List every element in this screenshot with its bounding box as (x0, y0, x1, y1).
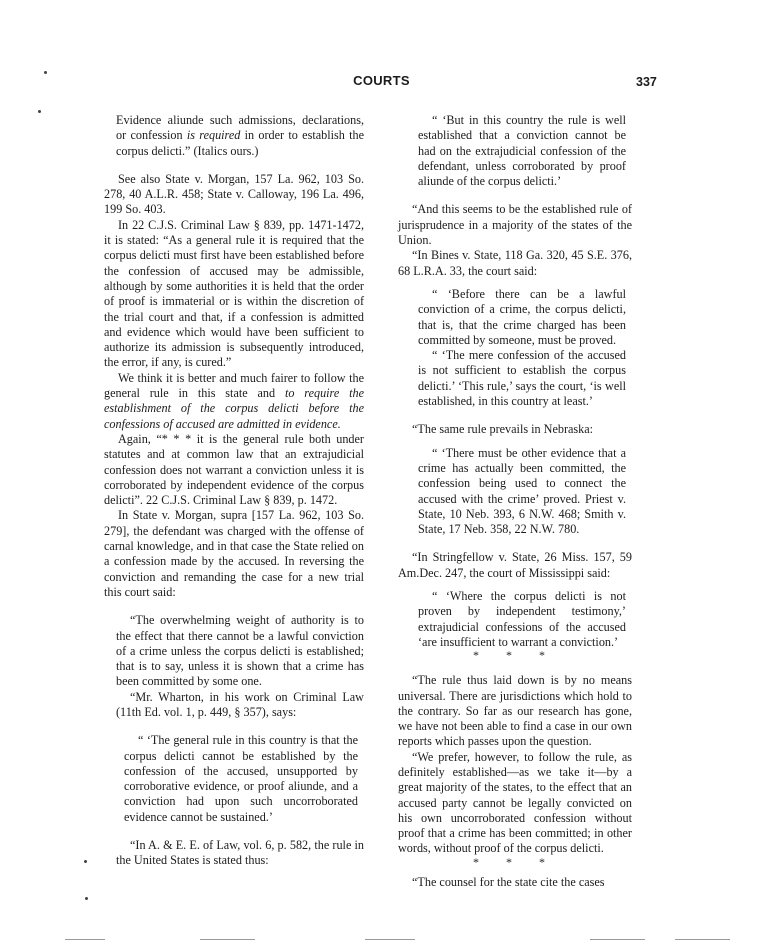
scan-speck (84, 860, 87, 863)
nested-quote: “ ‘The mere confession of the accused is not sufficient to establish the corpus delicti.’ ‘This rule,’ says the court, ‘is well established, in this country at least.’ (418, 348, 626, 409)
scan-edge-line (675, 939, 730, 940)
block-quote: “The counsel for the state cite the cases (412, 874, 605, 889)
block-quote: “The rule thus laid down is by no means universal. There are jurisdictions which hold to the contrary. So far as our research has gone, we have not been able to find a case in our own reports which passes upon the question. (398, 673, 632, 749)
scan-speck (38, 110, 41, 113)
scan-edge-line (65, 939, 105, 940)
nested-quote: “ ‘There must be other evidence that a crime has actually been committed, the confession being used to connect the accused with the crime’ proved. Priest v. State, 10 Neb. 393, 6 N.W. 468; Smith v. State, 17 Neb. 358, 22 N.W. 780. (418, 445, 626, 537)
scan-edge-line (590, 939, 645, 940)
running-header-title: COURTS (353, 73, 410, 88)
general-rule-paragraph: Again, “* * * it is the general rule both under statutes and at common law that an extrajudicial confession does not warrant a conviction unless it is corroborated by independent evidence of the corpus delicti”. 22 C.J.S. Criminal Law § 839, p. 1472. (104, 431, 364, 508)
block-quote: “The overwhelming weight of authority is to the effect that there cannot be a lawful conviction of a crime unless the corpus delicti is established; that is to say, unless it is shown that a crime has been committed by some one. (116, 613, 364, 689)
nested-quote: “ ‘But in this country the rule is well established that a conviction cannot be had on the extrajudicial confession of the defendant, unless corroborated by proof aliunde of the corpus delicti.’ (418, 113, 626, 189)
nested-quote: “ ‘The general rule in this country is that the corpus delicti cannot be established by the confession of the accused, unsupported by corroborative evidence, or proof aliunde, and a conviction had upon such uncorroborated evidence cannot be sustained.’ (124, 733, 358, 824)
citation-paragraph: See also State v. Morgan, 157 La. 962, 103 So. 278, 40 A.L.R. 458; State v. Calloway, 196 La. 496, 199 So. 403. (104, 171, 364, 217)
page-number: 337 (636, 75, 657, 89)
quote-continuation: Evidence aliunde such admissions, declarations, or confession is required in order to establish the corpus delicti.” (Italics ours.) (116, 113, 364, 158)
nested-quote: “ ‘Where the corpus delicti is not proven by independent testimony,’ extrajudicial confessions of the accused ‘are insufficient to warrant a conviction.’ (418, 589, 626, 649)
ellipsis-stars: * * * (473, 648, 557, 663)
scan-speck (85, 897, 88, 900)
scan-edge-line (200, 939, 255, 940)
block-quote: “In Stringfellow v. State, 26 Miss. 157, 59 Am.Dec. 247, the court of Mississippi said: (398, 550, 632, 580)
block-quote: “Mr. Wharton, in his work on Criminal Law (11th Ed. vol. 1, p. 449, § 357), says: (116, 689, 364, 719)
block-quote: “The same rule prevails in Nebraska: (412, 422, 594, 437)
block-quote: “And this seems to be the established rule of jurisprudence in a majority of the states of the Union. (398, 202, 632, 248)
scan-edge-line (365, 939, 415, 940)
left-column (104, 113, 364, 869)
morgan-paragraph: In State v. Morgan, supra [157 La. 962, 103 So. 279], the defendant was charged with the offense of carnal knowledge, and in that case the State relied on a confession made by the accused. In reversing the conviction and remanding the case for a new trial this court said: (104, 508, 364, 599)
opinion-paragraph: We think it is better and much fairer to follow the general rule in this state and to require the establishment of the corpus delicti before the confessions of accused are admitted in evidence. (104, 370, 365, 431)
block-quote: “In A. & E. E. of Law, vol. 6, p. 582, the rule in the United States is stated thus: (116, 838, 364, 868)
cjs-paragraph: In 22 C.J.S. Criminal Law § 839, pp. 1471-1472, it is stated: “As a general rule it is required that the corpus delicti must first have been established before the confession of accused may be admissible, although by some authorities it is held that the order of proof is immaterial or is within the discretion of the trial court and that, if a confession is admitted and evidence which would have been sufficient to authorize its admission is subsequently introduced, the error, if any, is cured.” (104, 217, 364, 370)
block-quote: “In Bines v. State, 118 Ga. 320, 45 S.E. 376, 68 L.R.A. 33, the court said: (398, 248, 632, 278)
block-quote: “We prefer, however, to follow the rule, as definitely established—as we take it—by a great majority of the states, to the effect that an accused party cannot be legally convicted on his own uncorroborated confession without proof that a crime has been committed; in other words, without proof of the corpus delicti. (398, 749, 632, 856)
right-column (398, 113, 632, 890)
nested-quote: “ ‘Before there can be a lawful conviction of a crime, the corpus delicti, that is, that the crime charged has been committed by someone, must be proved. (418, 286, 626, 347)
scan-speck (44, 71, 47, 74)
ellipsis-stars: * * * (473, 854, 557, 869)
